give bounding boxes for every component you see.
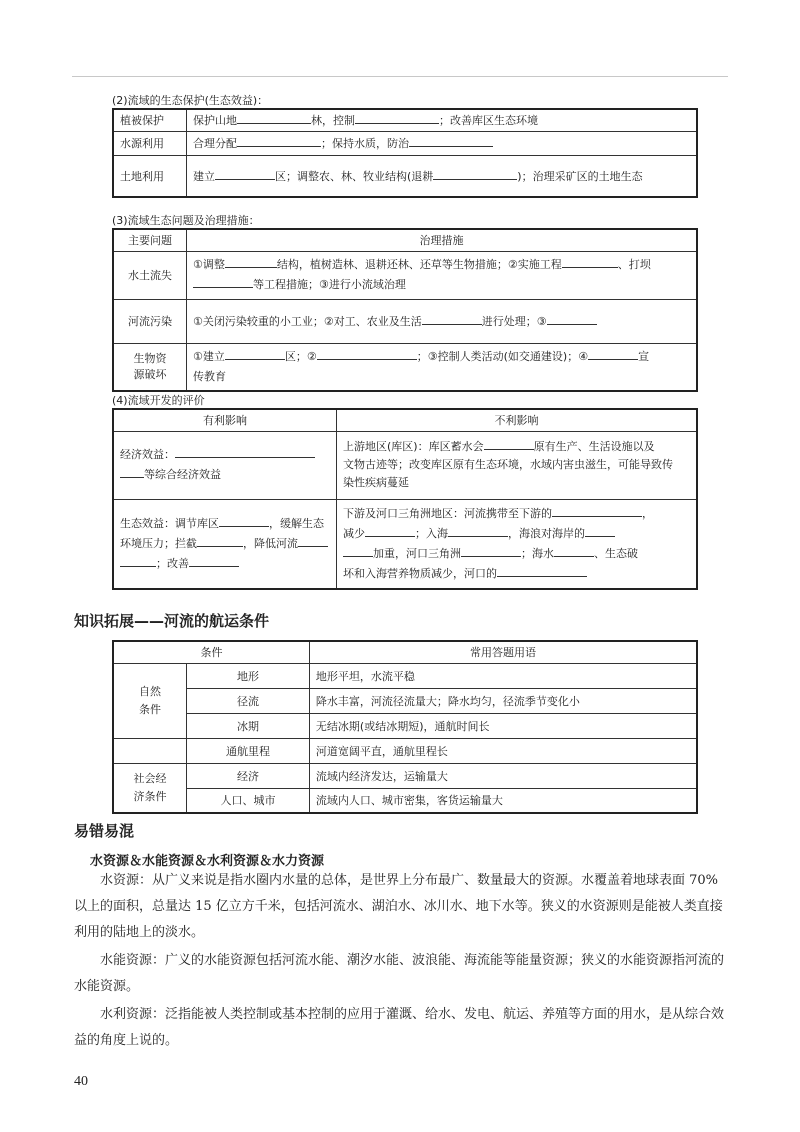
column-header: 有利影响 [113,409,337,431]
table-cell: 流域内经济发达，运输量大 [309,763,697,788]
table-cell: 生态效益：调节库区 ，缓解生态 环境压力；拦截 ，降低河流 ；改善 [113,499,337,589]
sub-label: 经济 [187,763,310,788]
header-rule [72,76,728,77]
table-cell: ①关闭污染较重的小工业；②对工、农业及生活 进行处理；③ [187,299,698,343]
section4-title: (4)流域开发的评价 [112,394,205,407]
table-cell: 经济效益： 等综合经济效益 [113,431,337,499]
table-cell: 降水丰富，河流径流量大；降水均匀，径流季节变化小 [309,688,697,713]
row-label: 植被保护 [113,109,187,131]
paragraph-water-resources: 水资源：从广义来说是指水圈内水量的总体，是世界上分布最广、数量最大的资源。水覆盖着地球表面 70% 以上的面积，总量达 15 亿立方千米，包括河流水、湖泊水、冰川水、地下水等。狭义的水资源则是能被人类直接利用的陆地上的淡水。 [74,873,723,940]
row-group-label: 社会经 济条件 [113,763,187,813]
evaluation-table [112,408,698,590]
table-cell: ①建立 区；② ；③控制人类活动(如交通建设)；④ 宣 传教育 [187,343,698,391]
column-header: 主要问题 [113,229,187,251]
paragraph-water-conservancy: 水利资源：泛指能被人类控制或基本控制的应用于灌溉、给水、发电、航运、养殖等方面的用水，是从综合效益的角度上说的。 [74,1007,725,1048]
row-label: 水土流失 [113,251,187,299]
column-header: 不利影响 [337,409,698,431]
navigation-conditions-table [112,640,698,814]
column-header: 条件 [113,641,309,663]
table-cell: 无结冰期(或结冰期短)，通航时间长 [309,713,697,738]
eco-protection-table [112,108,698,198]
confuse-heading: 易错易混 [74,822,135,840]
table-cell: ①调整 结构，植树造林、退耕还林、还草等生物措施；②实施工程 、打坝 等工程措施；③进行小流域治理 [187,251,698,299]
row-group-label [113,738,187,763]
sub-label: 地形 [187,663,310,688]
row-label: 土地利用 [113,155,187,197]
row-label: 河流污染 [113,299,187,343]
eco-problems-table [112,228,698,392]
row-group-label: 自然 条件 [113,663,187,738]
table-cell: 上游地区(库区)：库区蓄水会 原有生产、生活设施以及 文物古迹等；改变库区原有生态环境，水域内害虫滋生，可能导致传 染性疾病蔓延 [337,431,698,499]
sub-label: 人口、城市 [187,788,310,813]
page-number: 40 [74,1074,88,1089]
table-cell: 下游及河口三角洲地区：河流携带至下游的 ， 减少 ；入海 ，海浪对海岸的 加重，河口三角洲 ；海水 、生态破 坏和入海营养物质减少，河口的 [337,499,698,589]
row-label: 水源利用 [113,131,187,155]
row-label: 生物资 源破坏 [113,343,187,391]
section3-title: (3)流域生态问题及治理措施： [112,214,260,227]
sub-label: 径流 [187,688,310,713]
confuse-subheading: 水资源＆水能资源＆水利资源＆水力资源 [90,854,325,869]
table-cell: 合理分配 ；保持水质，防治 [187,131,698,155]
table-cell: 河道宽阔平直，通航里程长 [309,738,697,763]
column-header: 常用答题用语 [309,641,697,663]
table-cell: 流域内人口、城市密集，客货运输量大 [309,788,697,813]
sub-label: 冰期 [187,713,310,738]
paragraph-hydropower-resources: 水能资源：广义的水能资源包括河流水能、潮汐水能、波浪能、海流能等能量资源；狭义的水能资源指河流的水能资源。 [74,953,725,994]
table-cell: 保护山地 林，控制 ；改善库区生态环境 [187,109,698,131]
table-cell: 地形平坦，水流平稳 [309,663,697,688]
expand-heading: 知识拓展——河流的航运条件 [74,612,270,630]
section2-title: (2)流域的生态保护(生态效益)： [112,94,269,107]
column-header: 治理措施 [187,229,698,251]
table-cell: 建立 区；调整农、林、牧业结构(退耕 )；治理采矿区的土地生态 [187,155,698,197]
sub-label: 通航里程 [187,738,310,763]
